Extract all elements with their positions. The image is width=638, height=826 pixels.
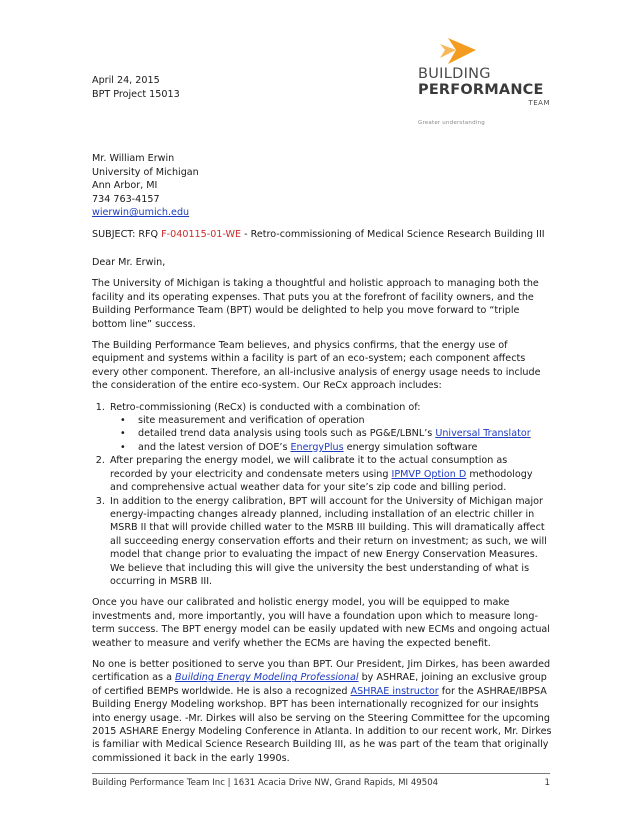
- project-number: BPT Project 15013: [92, 89, 180, 100]
- date-block: [92, 74, 180, 102]
- paragraph-intro: The University of Michigan is taking a thoughtful and holistic approach to managing both the facility and its operating expenses. That puts you at the forefront of facility owners, and the Building Performance Team (BPT) would be delighted to help you move forward to “triple bottom line” success.: [92, 278, 539, 330]
- bullet-text: detailed trend data analysis using tools such as PG&E/LBNL’s: [138, 428, 436, 440]
- ipmvp-link[interactable]: IPMVP Option D: [391, 468, 467, 480]
- chevron-logo-icon: [418, 36, 478, 66]
- salutation: Dear Mr. Erwin,: [92, 257, 166, 268]
- credentials-text: by ASHRAE, joining an exclusive group of certified BEMPs worldwide. He is also a recognized: [92, 672, 547, 697]
- subject-title: - Retro-commissioning of Medical Science Research Building III: [241, 229, 545, 240]
- subject-prefix: SUBJECT: RFQ: [92, 229, 162, 240]
- subject-line: [92, 228, 545, 242]
- rfq-number: F-040115-01-WE: [161, 229, 242, 240]
- recipient-address: [92, 152, 199, 220]
- recipient-name: Mr. William Erwin: [92, 153, 175, 164]
- list-item: [108, 454, 552, 494]
- recipient-city: Ann Arbor, MI: [92, 180, 158, 192]
- universal-translator-link[interactable]: Universal Translator: [435, 428, 531, 440]
- page-number: 1: [544, 778, 550, 788]
- ashrae-instructor-link[interactable]: ASHRAE instructor: [350, 685, 439, 697]
- bullet-item: [136, 427, 552, 440]
- bullet-item: • site measurement and verification of operation: [136, 414, 552, 427]
- company-logo: [418, 36, 558, 136]
- recipient-email-link[interactable]: wierwin@umich.edu: [92, 207, 190, 219]
- list-item-text: Retro-commissioning (ReCx) is conducted with a combination of:: [110, 401, 421, 413]
- logo-text-building: BUILDING: [418, 66, 491, 82]
- list-item-text: After preparing the energy model, we will calibrate it to the actual consumption as recorded by your electricity and condensate meters using: [110, 455, 508, 480]
- bullet-list: [110, 414, 552, 454]
- page-footer: [92, 773, 550, 788]
- energyplus-link[interactable]: EnergyPlus: [290, 441, 344, 453]
- paragraph-approach: The Building Performance Team believes, and physics confirms, that the energy use of equipment and systems within a facility is part of an eco-system; each component affects every other component. Therefore, an all-inclusive analysis of energy usage needs to include the consideration of the entire eco-system. Our ReCx approach includes:: [92, 340, 541, 392]
- letter-body: [92, 256, 552, 773]
- letter-date: April 24, 2015: [92, 75, 160, 86]
- bullet-text: energy simulation software: [343, 441, 478, 453]
- recipient-org: University of Michigan: [92, 166, 199, 178]
- credentials-text: No one is better positioned to serve you than BPT. Our President, Jim Dirkes, has been awarded certification as a: [92, 658, 551, 684]
- credentials-text: for the ASHRAE/IBPSA Building Energy Modeling workshop. BPT has been internationally recognized for our insights into energy usage. -Mr. Dirkes will also be serving on the Steering Committee for the upcoming 2015 ASHARE Energy Modeling Conference in Atlanta. In addition to our recent work, Mr. Dirkes is familiar with Medical Science Research Building III, as he was part of the team that originally commissioned it back in the early 1990s.: [92, 685, 552, 764]
- bullet-text: and the latest version of DOE’s: [138, 441, 291, 453]
- list-item-text: methodology and comprehensive actual weather data for your site’s zip code and billing period.: [110, 468, 533, 494]
- paragraph-credentials: [92, 658, 552, 765]
- logo-tagline: Greater understanding: [418, 120, 485, 126]
- bemp-link[interactable]: Building Energy Modeling Professional: [175, 672, 359, 684]
- logo-text-team: TEAM: [528, 99, 550, 107]
- logo-text-performance: PERFORMANCE: [418, 82, 544, 98]
- approach-list: [92, 401, 552, 589]
- footer-address: Building Performance Team Inc | 1631 Acacia Drive NW, Grand Rapids, MI 49504: [92, 778, 439, 788]
- bullet-item: [136, 441, 552, 454]
- recipient-phone: 734 763-4157: [92, 193, 160, 205]
- paragraph-model: Once you have our calibrated and holistic energy model, you will be equipped to make investments and, more importantly, you will have a foundation upon which to measure long-term success. The BPT energy model can be easily updated with new ECMs and ongoing actual weather to measure and verify whether the ECMs are having the expected benefit.: [92, 597, 550, 649]
- list-item: [108, 401, 552, 455]
- list-item: 3. In addition to the energy calibration, BPT will account for the University of Michigan major energy-impacting changes already planned, including installation of an electric chiller in MSRB II that will provide chilled water to the MSRB III building. This will dramatically affect all succeeding energy conservation efforts and their return on investment; as such, we will model that change prior to evaluating the impact of new Energy Conservation Measures. We believe that including this will give the university the best understanding of what is occurring in MSRB III.: [108, 495, 552, 589]
